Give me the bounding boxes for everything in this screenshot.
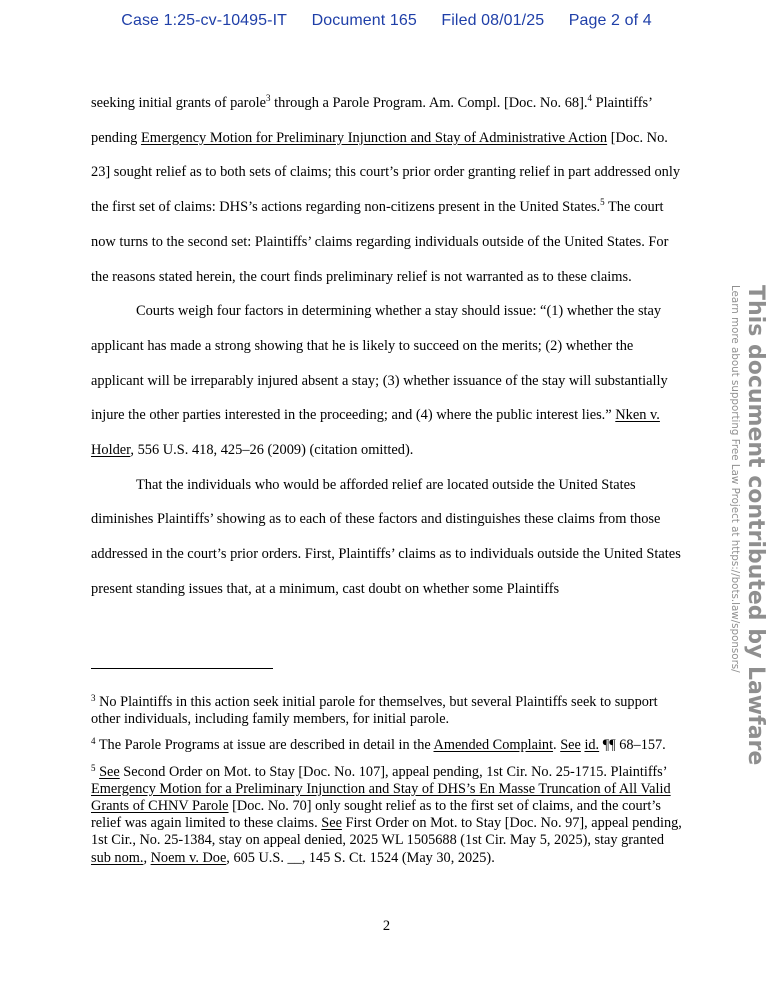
emergency-motion-chnv-link[interactable]: Emergency Motion for a Preliminary Injunction and Stay of DHS’s En Masse Truncation of All Valid Grants of CHNV Parole	[91, 780, 671, 815]
filed-date: Filed 08/01/25	[441, 12, 545, 29]
see-signal: See	[321, 815, 342, 832]
footnote-5: $^5$ See Second Order on Mot. to Stay [Doc. No. 107], appeal pending, 1st Cir. No. 25-1715. Plaintiffs’ Emergency Motion for a Preliminary Injunction and Stay of DHS’s En Masse Truncation of All Valid Grants of CHNV Parole [Doc. No. 70] only sought relief as to the first set of claims, and the court’s relief was again limited to these claims. See First Order on Mot. to Stay [Doc. No. 97], appeal pending, 1st Cir., No. 25-1384, stay on appeal denied, 2025 WL 1505688 (1st Cir. May 5, 2025), stay granted sub nom., Noem v. Doe, 605 U.S. __, 145 S. Ct. 1524 (May 30, 2025).	[91, 762, 682, 866]
watermark-title: This document contributed by Lawfare	[743, 285, 768, 766]
see-signal: See	[99, 763, 120, 780]
footnote-divider	[91, 668, 273, 669]
lawfare-watermark	[716, 285, 768, 766]
watermark-subtitle[interactable]: Learn more about supporting Free Law Project at https://bots.law/sponsors/	[729, 285, 741, 673]
case-citation-noem[interactable]: Noem v. Doe	[150, 849, 227, 866]
footnote-ref-5[interactable]: 5	[600, 197, 605, 208]
id-citation: id.	[584, 737, 600, 754]
footnote-ref-3[interactable]: 3	[266, 93, 271, 103]
emergency-motion-link[interactable]: Emergency Motion for Preliminary Injunction and Stay of Administrative Action	[140, 129, 608, 146]
amended-complaint-link[interactable]: Amended Complaint	[433, 737, 554, 754]
footnote-3: $^3$ No Plaintiffs in this action seek initial parole for themselves, but several Plaintiffs seek to support other individuals, including family members, for initial parole.	[91, 693, 658, 728]
page-number: 2	[382, 918, 391, 934]
footnote-ref-4[interactable]: 4	[587, 93, 592, 103]
case-number: Case 1:25-cv-10495-IT	[121, 12, 288, 29]
paragraph-1: seeking initial grants of parole$^3$ through a Parole Program. Am. Compl. [Doc. No. 68].$^4$ Plaintiffs’ pending Emergency Motion for Preliminary Injunction and Stay of Administrative Action [Doc. No. 23] sought relief as to both sets of claims; this court’s prior order granting relief in part addressed only the first set of claims: DHS’s actions regarding non-citizens present in the United States.$^5$ The court now turns to the second set: Plaintiffs’ claims regarding individuals outside of the United States. For the reasons stated herein, the court finds preliminary relief is not warranted as to these claims.	[91, 93, 681, 285]
case-citation-nken[interactable]: Nken v. Holder	[91, 407, 660, 459]
footnote-4: $^4$ The Parole Programs at issue are described in detail in the Amended Complaint. See id. ¶¶ 68–157.	[91, 736, 666, 754]
see-signal: See	[560, 737, 581, 754]
case-header	[0, 12, 773, 30]
paragraph-2: Courts weigh four factors in determining whether a stay should issue: “(1) whether the stay applicant has made a strong showing that he is likely to succeed on the merits; (2) whether the applicant will be irreparably injured absent a stay; (3) whether issuance of the stay will substantially injure the other parties interested in the proceeding; and (4) where the public interest lies.” Nken v. Holder, 556 U.S. 418, 425–26 (2009) (citation omitted).	[91, 303, 668, 459]
page-indicator: Page 2 of 4	[568, 12, 652, 29]
paragraph-3: That the individuals who would be afforded relief are located outside the United States diminishes Plaintiffs’ showing as to each of these factors and distinguishes these claims from those addressed in the court’s prior orders. First, Plaintiffs’ claims as to individuals outside the United States present standing issues that, at a minimum, cast doubt on whether some Plaintiffs	[91, 476, 681, 597]
sub-nom-signal: sub nom.	[91, 849, 144, 866]
document-number: Document 165	[311, 12, 417, 29]
document-body	[91, 86, 685, 607]
footnotes	[91, 694, 683, 876]
